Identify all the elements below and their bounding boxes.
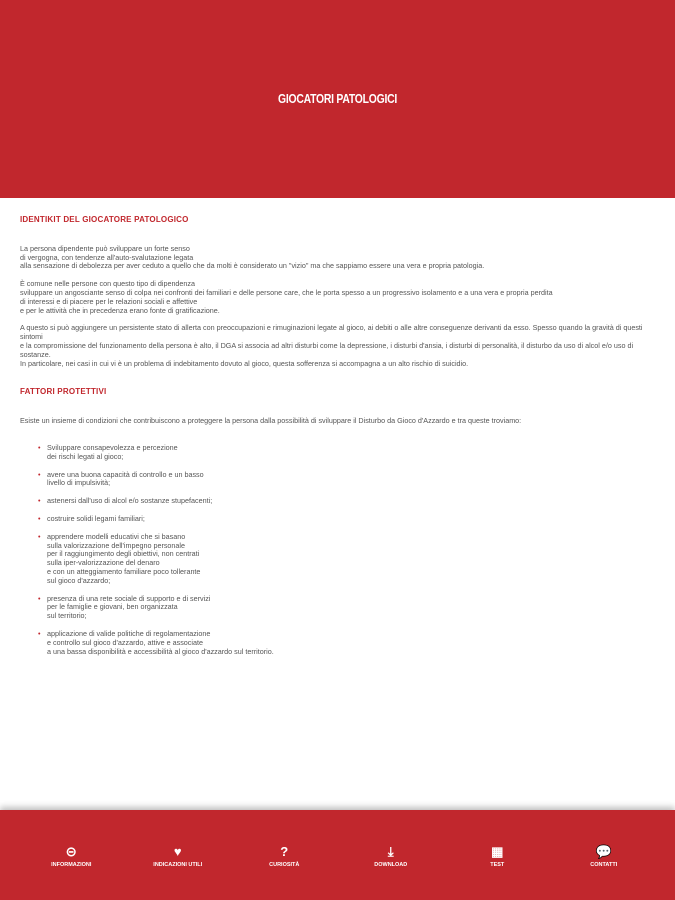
section-title-identikit: IDENTIKIT DEL GIOCATORE PATOLOGICO (20, 215, 189, 224)
nav-label: CURIOSITÀ (269, 862, 300, 868)
heart-icon: ♥ (173, 844, 182, 859)
paragraph: È comune nelle persone con questo tipo di dipendenza sviluppare un angosciante senso di colpa nei confronti dei familiari e delle persone care, che le porta spesso a un progressivo isolamento e a una vera e propria perdita di interessi e di piacere per le relazioni sociali e affettive e per le attività che in precedenza erano fonte di gratificazione. (20, 279, 553, 315)
list-item: • Sviluppare consapevolezza e percezione dei rischi legati al gioco; (38, 444, 660, 462)
chat-icon: 💬 (595, 844, 612, 859)
nav-label: INFORMAZIONI (51, 862, 92, 868)
paragraph: La persona dipendente può sviluppare un forte senso di vergogna, con tendenze all'auto-svalutazione legata alla sensazione di debolezza per aver ceduto a quello che da molti è considerato un "vizio" ma che sappiamo essere una vera e propria patologia. (20, 243, 485, 271)
bottom-nav (0, 810, 675, 900)
nav-label: INDICAZIONI UTILI (153, 862, 203, 868)
nav-indicazioni-utili[interactable] (133, 844, 223, 868)
nav-curiosita[interactable] (239, 844, 329, 868)
protective-factors-list (38, 444, 660, 656)
list-item: • presenza di una rete sociale di supporto e di servizi per le famiglie e giovani, ben organizzata sul territorio; (38, 595, 660, 621)
intro-paragraph: Esiste un insieme di condizioni che contribuiscono a proteggere la persona dalla possibilità di sviluppare il Disturbo da Gioco d'Azzardo e tra queste troviamo: (20, 416, 522, 426)
list-item: • applicazione di valide politiche di regolamentazione e controllo sul gioco d'azzardo, attive e associate a una bassa disponibilità e accessibilità al gioco d'azzardo sul territorio. (38, 630, 660, 656)
nav-test[interactable] (452, 844, 542, 868)
nav-contatti[interactable] (559, 844, 649, 868)
content (20, 216, 660, 665)
list-item: • costruire solidi legami familiari; (38, 515, 660, 524)
paragraph: A questo si può aggiungere un persistente stato di allerta con preoccupazioni e rimuginazioni legate al gioco, ai debiti o alle altre conseguenze derivanti da esso. Spesso quando la gravità di questi sintomi e la compromissione del funzionamento della persona è alto, il DGA si associa ad altri disturbi come la depressione, i disturbi d'ansia, i disturbi di personalità, il disturbo da uso di alcol e/o uso di sostanze. In particolare, nei casi in cui vi è un problema di indebitamento dovuto al gioco, questa sofferenza si accompagna a un alto rischio di suicidio. (20, 323, 643, 368)
nav-label: CONTATTI (590, 862, 618, 868)
download-icon: ⤓ (387, 844, 394, 859)
page-title: GIOCATORI PATOLOGICI (277, 91, 398, 106)
nav-label: TEST (490, 862, 505, 868)
login-icon: ⊝ (65, 844, 77, 859)
nav-label: DOWNLOAD (374, 862, 408, 868)
list-item: • astenersi dall'uso di alcol e/o sostanze stupefacenti; (38, 497, 660, 506)
question-icon: ? (280, 844, 289, 859)
grid-icon: ▦ (491, 844, 504, 859)
nav-informazioni[interactable] (26, 844, 116, 868)
section-title-fattori-protettivi: FATTORI PROTETTIVI (20, 387, 107, 397)
list-item: • avere una buona capacità di controllo e un basso livello di impulsività; (38, 471, 660, 489)
header-banner (0, 0, 675, 198)
list-item: • apprendere modelli educativi che si basano sulla valorizzazione dell'impegno personale per il raggiungimento degli obiettivi, non centrati sulla iper-valorizzazione del denaro e con un atteggiamento familiare poco tollerante sul gioco d'azzardo; (38, 533, 660, 586)
nav-download[interactable] (346, 844, 436, 868)
